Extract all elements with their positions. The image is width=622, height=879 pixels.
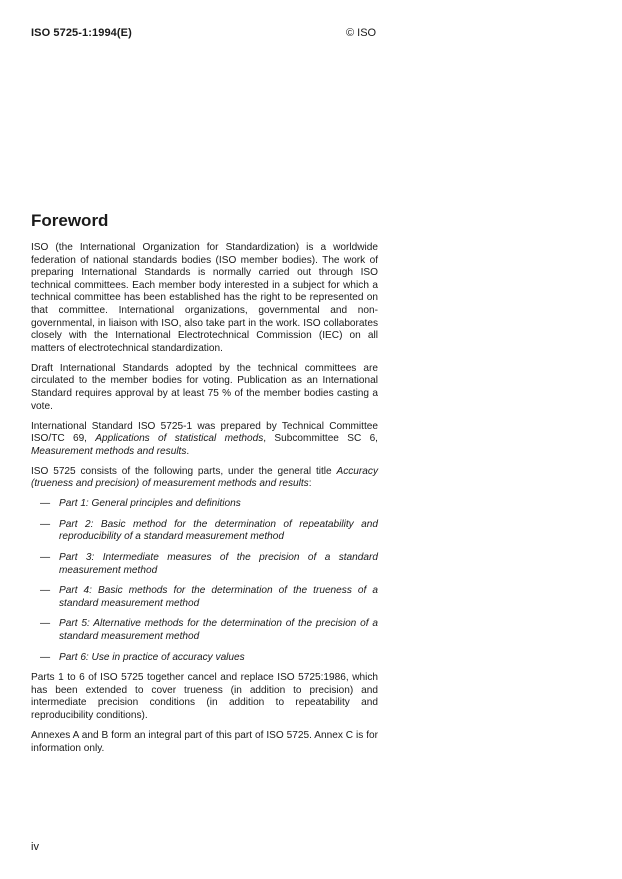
paragraph-iso-intro: ISO (the International Organization for Standardization) is a worldwide federation of national standards bodies (ISO member bodies). The work of preparing International Standards is normally carried out through ISO technical committees. Each member body interested in a subject for which a technical committee has been established has the right to be represented on that committee. International organizations, governmental and non-governmental, in liaison with ISO, also take part in the work. ISO collaborates closely with the International Electrotechnical Commission (IEC) on all matters of electrotechnical standardization.	[31, 242, 378, 354]
prepared-text-before: International Standard ISO 5725-1 was prepared by Technical Committee ISO/TC 69,	[31, 420, 378, 445]
list-dash: —	[40, 552, 51, 564]
parts-intro-colon: :	[308, 478, 312, 490]
prepared-subcommittee-title: Measurement methods and results	[31, 445, 187, 457]
parts-list	[31, 498, 378, 664]
list-item	[31, 519, 378, 544]
list-item	[31, 498, 378, 511]
part-title: Part 6: Use in practice of accuracy values	[59, 651, 245, 663]
prepared-committee-title: Applications of statistical methods	[95, 433, 264, 445]
part-title: Part 2: Basic method for the determination of repeatability and reproducibility of a standard measurement method	[59, 518, 378, 543]
document-identifier: ISO 5725-1:1994(E)	[31, 27, 132, 39]
part-title: Part 1: General principles and definitions	[59, 498, 241, 510]
paragraph-replaces: Parts 1 to 6 of ISO 5725 together cancel and replace ISO 5725:1986, which has been extended to cover trueness (in addition to precision) and intermediate precision conditions (in addition to repeatability and reproducibility conditions).	[31, 672, 378, 721]
foreword-body	[31, 242, 378, 763]
list-item	[31, 652, 378, 665]
page-number: iv	[31, 841, 39, 853]
paragraph-draft-standards: Draft International Standards adopted by the technical committees are circulated to the member bodies for voting. Publication as an International Standard requires approval by at least 75 % of the member bodies casting a vote.	[31, 362, 378, 412]
copyright-notice: © ISO	[346, 27, 377, 39]
list-dash: —	[40, 518, 51, 530]
part-title: Part 5: Alternative methods for the determination of the precision of a standard measurement method	[59, 618, 378, 642]
paragraph-prepared-by	[31, 421, 378, 459]
prepared-text-after: .	[186, 445, 190, 457]
part-title: Part 3: Intermediate measures of the precision of a standard measurement method	[59, 552, 378, 576]
general-title: Accuracy (trueness and precision) of measurement methods and results	[31, 465, 378, 490]
paragraph-parts-intro	[31, 466, 378, 491]
list-dash: —	[40, 585, 51, 597]
list-item	[31, 585, 378, 610]
part-title: Part 4: Basic methods for the determination of the trueness of a standard measurement method	[59, 585, 378, 609]
list-item	[31, 618, 378, 643]
prepared-text-middle: , Subcommittee SC 6,	[263, 433, 378, 445]
page-title: Foreword	[31, 211, 109, 230]
list-dash: —	[40, 651, 51, 663]
paragraph-annexes: Annexes A and B form an integral part of this part of ISO 5725. Annex C is for information only.	[31, 729, 378, 754]
list-item	[31, 552, 378, 577]
list-dash: —	[40, 618, 51, 630]
list-dash: —	[40, 498, 51, 510]
parts-intro-text: ISO 5725 consists of the following parts, under the general title	[31, 465, 337, 477]
